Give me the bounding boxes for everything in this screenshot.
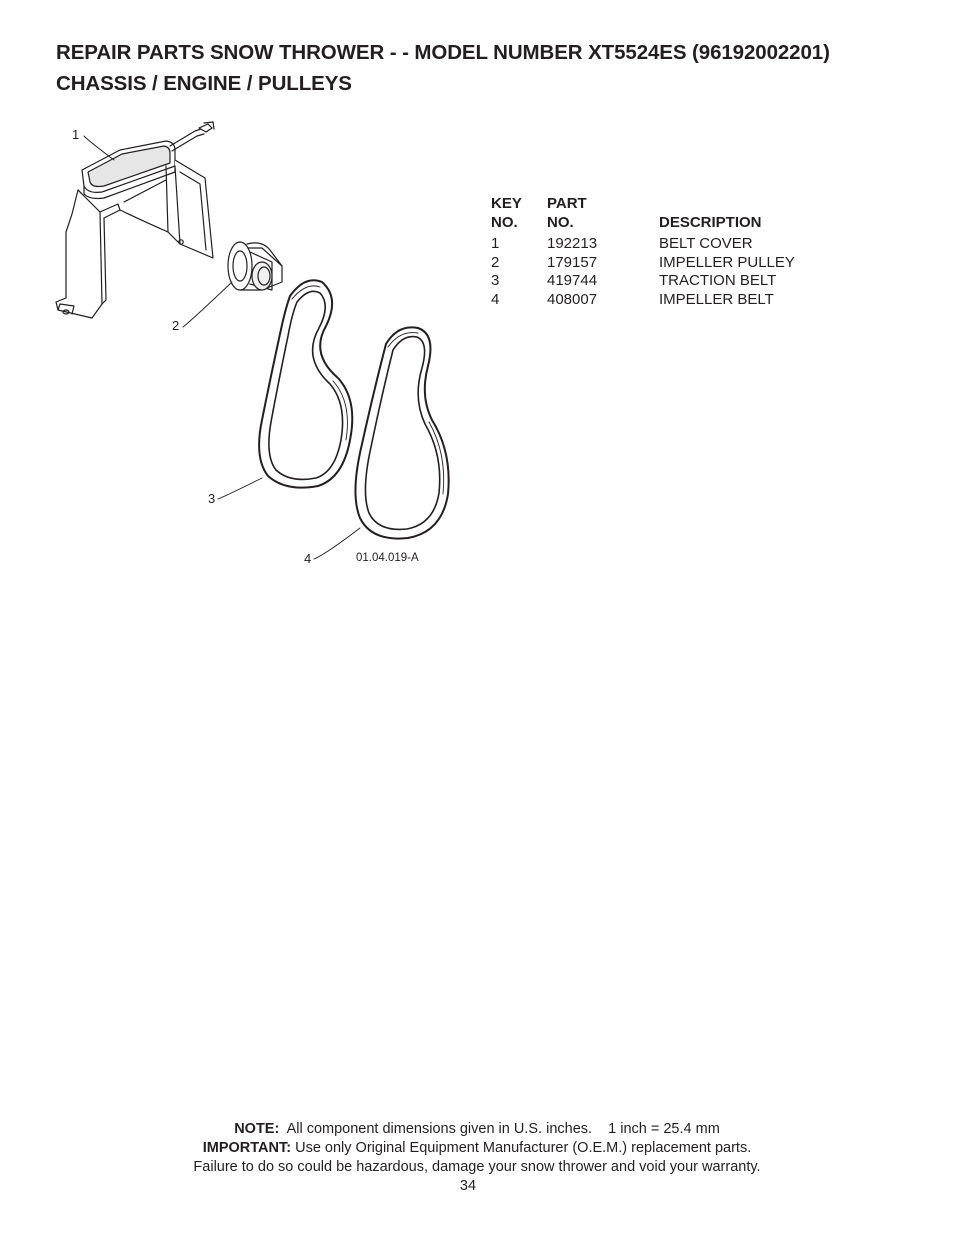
header-key-no xyxy=(491,195,547,235)
title-line-1: REPAIR PARTS SNOW THROWER - - MODEL NUMBER XT5524ES (96192002201) xyxy=(56,41,830,64)
belt-cover-drawing xyxy=(56,122,214,318)
callout-1: 1 xyxy=(72,127,80,142)
table-header-row xyxy=(491,195,795,235)
callout-2: 2 xyxy=(172,318,180,333)
note-text: All component dimensions given in U.S. inches. 1 inch = 25.4 mm xyxy=(286,1121,720,1137)
important-text: Use only Original Equipment Manufacturer (O.E.M.) replacement parts. xyxy=(295,1140,752,1156)
key-number: 3 xyxy=(491,272,500,289)
parts-list-table xyxy=(491,195,795,309)
callout-2-leader xyxy=(183,282,232,327)
part-number: 179157 xyxy=(547,253,598,271)
table-row xyxy=(491,254,795,273)
header-key-line-2: NO. xyxy=(491,213,518,231)
note-label: NOTE: xyxy=(234,1121,280,1137)
traction-belt-drawing xyxy=(259,280,352,487)
table-row xyxy=(491,272,795,291)
part-description: TRACTION BELT xyxy=(659,272,777,289)
part-description: IMPELLER PULLEY xyxy=(659,253,795,271)
header-key-line-1: KEY xyxy=(491,195,522,212)
part-description: IMPELLER BELT xyxy=(659,290,774,308)
impeller-belt-drawing xyxy=(355,327,448,538)
header-part-line-1: PART xyxy=(547,195,587,212)
header-part-line-2: NO. xyxy=(547,213,574,231)
header-description: DESCRIPTION xyxy=(659,213,762,231)
callout-4: 4 xyxy=(304,551,312,566)
title-line-2: CHASSIS / ENGINE / PULLEYS xyxy=(56,72,352,95)
part-number: 419744 xyxy=(547,272,598,289)
drawing-number: 01.04.019-A xyxy=(356,552,419,564)
callout-3: 3 xyxy=(208,491,216,506)
key-number: 1 xyxy=(491,235,500,252)
warning-line: Failure to do so could be hazardous, damage your snow thrower and void your warranty. xyxy=(193,1159,761,1175)
header-part-no xyxy=(547,195,659,235)
page-number: 34 xyxy=(459,1178,477,1194)
part-number: 192213 xyxy=(547,235,598,252)
key-number: 4 xyxy=(491,290,500,308)
part-number: 408007 xyxy=(547,290,598,308)
callout-1-leader xyxy=(84,136,114,160)
table-row xyxy=(491,291,795,310)
table-row xyxy=(491,235,795,254)
callout-4-leader xyxy=(314,528,360,559)
key-number: 2 xyxy=(491,253,500,271)
footer-notes xyxy=(0,1120,954,1177)
impeller-pulley-drawing xyxy=(228,242,282,290)
important-line xyxy=(0,1139,954,1158)
part-description: BELT COVER xyxy=(659,235,753,252)
callout-3-leader xyxy=(218,478,262,499)
important-label: IMPORTANT: xyxy=(202,1140,292,1156)
note-line xyxy=(0,1120,954,1139)
